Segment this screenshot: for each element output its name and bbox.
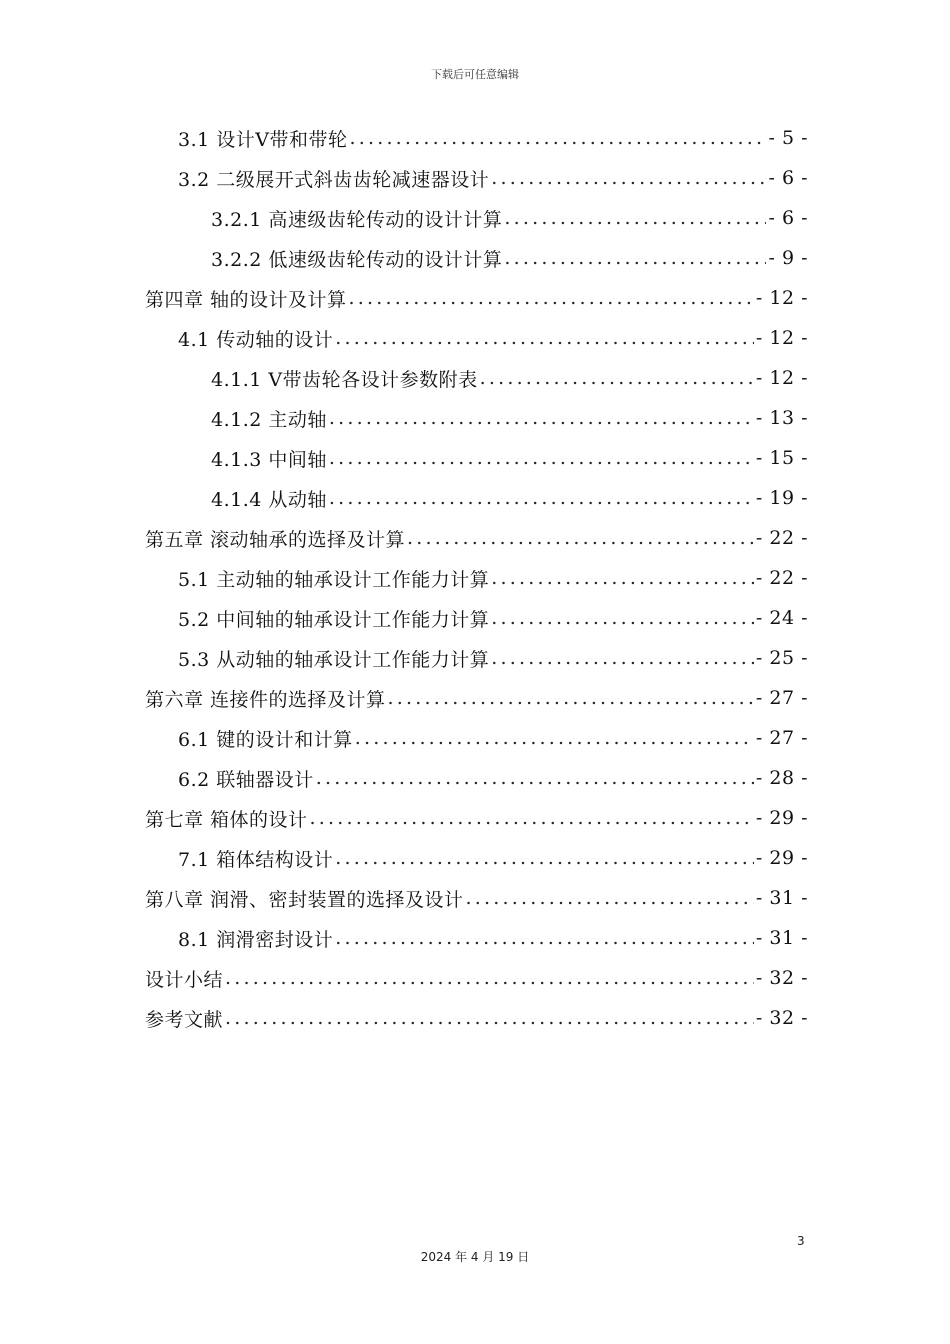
toc-entry-title: 8.1 润滑密封设计	[178, 928, 334, 951]
toc-entry[interactable]	[145, 998, 808, 1038]
toc-entry[interactable]	[211, 198, 808, 238]
toc-leader-dots	[316, 767, 754, 789]
toc-leader-dots	[466, 887, 754, 909]
toc-entry-page: - 12 -	[755, 327, 808, 349]
toc-leader-dots	[388, 687, 754, 709]
toc-entry-page: - 29 -	[755, 807, 808, 829]
toc-entry[interactable]	[211, 398, 808, 438]
toc-entry-title: 3.2.1 高速级齿轮传动的设计计算	[211, 208, 503, 231]
toc-entry[interactable]	[178, 158, 808, 198]
toc-entry-page: - 22 -	[755, 567, 808, 589]
toc-leader-dots	[349, 287, 754, 309]
toc-entry-page: - 28 -	[755, 767, 808, 789]
toc-entry[interactable]	[178, 558, 808, 598]
toc-entry[interactable]	[178, 918, 808, 958]
toc-leader-dots	[349, 127, 766, 149]
toc-entry[interactable]	[178, 318, 808, 358]
toc-entry[interactable]	[211, 478, 808, 518]
toc-entry-title: 5.1 主动轴的轴承设计工作能力计算	[178, 568, 490, 591]
toc-entry-page: - 19 -	[755, 487, 808, 509]
toc-entry[interactable]	[178, 758, 808, 798]
toc-leader-dots	[355, 727, 754, 749]
toc-leader-dots	[407, 527, 754, 549]
toc-entry-page: - 31 -	[755, 887, 808, 909]
toc-entry-title: 第四章 轴的设计及计算	[145, 288, 347, 311]
toc-entry[interactable]	[145, 798, 808, 838]
toc-entry-title: 5.2 中间轴的轴承设计工作能力计算	[178, 608, 490, 631]
toc-entry-page: - 24 -	[755, 607, 808, 629]
toc-entry-page: - 25 -	[755, 647, 808, 669]
toc-entry-page: - 5 -	[768, 127, 808, 149]
toc-entry-title: 第五章 滚动轴承的选择及计算	[145, 528, 406, 551]
toc-entry-title: 5.3 从动轴的轴承设计工作能力计算	[178, 648, 490, 671]
toc-entry-page: - 9 -	[768, 247, 808, 269]
toc-entry[interactable]	[145, 958, 808, 998]
toc-leader-dots	[491, 167, 766, 189]
page-number: 3	[797, 1234, 805, 1248]
toc-entry[interactable]	[145, 678, 808, 718]
toc-entry[interactable]	[211, 438, 808, 478]
toc-entry-title: 第八章 润滑、密封装置的选择及设计	[145, 888, 464, 911]
toc-entry-page: - 27 -	[755, 687, 808, 709]
toc-entry-title: 4.1.4 从动轴	[211, 488, 327, 511]
toc-entry-page: - 6 -	[768, 207, 808, 229]
toc-entry[interactable]	[178, 718, 808, 758]
toc-leader-dots	[504, 207, 766, 229]
toc-entry[interactable]	[178, 118, 808, 158]
toc-entry-page: - 31 -	[755, 927, 808, 949]
toc-entry-page: - 6 -	[768, 167, 808, 189]
toc-entry-page: - 32 -	[755, 1007, 808, 1029]
toc-leader-dots	[329, 447, 754, 469]
toc-entry-title: 第六章 连接件的选择及计算	[145, 688, 386, 711]
toc-leader-dots	[225, 967, 754, 989]
toc-entry[interactable]	[145, 518, 808, 558]
toc-leader-dots	[335, 327, 754, 349]
toc-entry-title: 设计小结	[145, 968, 224, 991]
toc-leader-dots	[225, 1007, 754, 1029]
toc-entry-title: 第七章 箱体的设计	[145, 808, 308, 831]
toc-entry-title: 4.1.2 主动轴	[211, 408, 327, 431]
toc-entry[interactable]	[178, 838, 808, 878]
toc-entry[interactable]	[178, 638, 808, 678]
toc-entry[interactable]	[178, 598, 808, 638]
toc-entry-title: 4.1.1 V带齿轮各设计参数附表	[211, 368, 478, 391]
toc-leader-dots	[335, 847, 754, 869]
toc-entry-page: - 12 -	[755, 367, 808, 389]
toc-entry-title: 7.1 箱体结构设计	[178, 848, 334, 871]
toc-entry-title: 3.1 设计V带和带轮	[178, 128, 348, 151]
toc-entry-page: - 12 -	[755, 287, 808, 309]
toc-entry[interactable]	[211, 358, 808, 398]
toc-entry-page: - 29 -	[755, 847, 808, 869]
toc-entry-page: - 13 -	[755, 407, 808, 429]
toc-entry-page: - 22 -	[755, 527, 808, 549]
toc-leader-dots	[504, 247, 766, 269]
toc-leader-dots	[480, 367, 754, 389]
toc-leader-dots	[491, 567, 754, 589]
toc-entry[interactable]	[145, 878, 808, 918]
toc-leader-dots	[491, 647, 754, 669]
toc-leader-dots	[329, 487, 754, 509]
toc-entry-page: - 32 -	[755, 967, 808, 989]
toc-entry-title: 3.2.2 低速级齿轮传动的设计计算	[211, 248, 503, 271]
toc-leader-dots	[335, 927, 754, 949]
header-note: 下载后可任意编辑	[431, 68, 519, 81]
toc-entry-title: 6.2 联轴器设计	[178, 768, 314, 791]
toc-entry-title: 参考文献	[145, 1008, 224, 1031]
toc-entry-page: - 15 -	[755, 447, 808, 469]
toc-entry-title: 6.1 键的设计和计算	[178, 728, 353, 751]
toc-leader-dots	[329, 407, 754, 429]
toc-entry-title: 4.1 传动轴的设计	[178, 328, 334, 351]
toc-entry-title: 4.1.3 中间轴	[211, 448, 327, 471]
toc-entry-page: - 27 -	[755, 727, 808, 749]
toc-entry[interactable]	[211, 238, 808, 278]
footer-date: 2024 年 4 月 19 日	[420, 1250, 530, 1264]
toc-entry[interactable]	[145, 278, 808, 318]
toc-entry-title: 3.2 二级展开式斜齿齿轮减速器设计	[178, 168, 490, 191]
toc-leader-dots	[491, 607, 754, 629]
toc-leader-dots	[310, 807, 754, 829]
